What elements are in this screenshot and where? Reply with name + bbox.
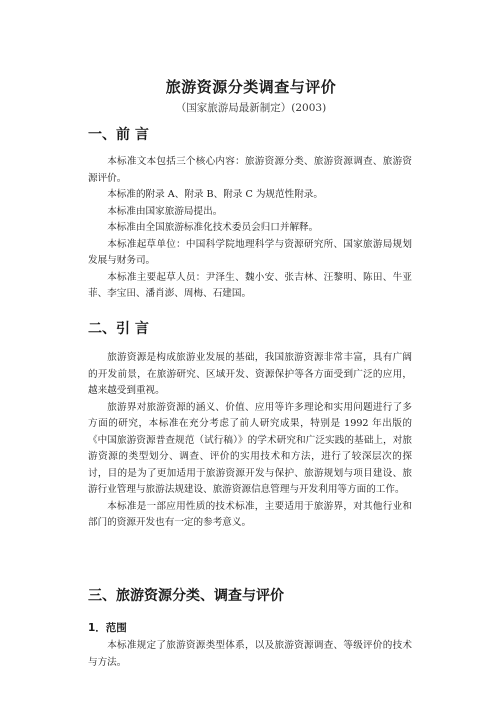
paragraph: 本标准的附录 A、附录 B、附录 C 为规范性附录。 [107,189,323,200]
section-body-scope [88,638,412,671]
document-title: 旅游资源分类调查与评价 [165,78,337,96]
paragraph: 本标准主要起草人员：尹泽生、魏小安、张吉林、汪黎明、陈田、牛亚菲、李宝田、潘肖澎、周梅、石建国。 [88,271,412,299]
paragraph: 本标准是一部应用性质的技术标准，主要适用于旅游界，对其他行业和部门的资源开发也有一定的参考意义。 [88,500,412,528]
subsection-heading-scope: 1．范围 [88,622,127,634]
paragraph: 本标准文本包括三个核心内容：旅游资源分类、旅游资源调查、旅游资源评价。 [88,156,412,184]
section-heading-introduction: 二、引 言 [88,321,149,337]
paragraph: 本标准规定了旅游资源类型体系，以及旅游资源调查、等级评价的技术与方法。 [88,640,412,668]
paragraph: 旅游资源是构成旅游业发展的基础，我国旅游资源非常丰富，具有广阔的开发前景，在旅游研究、区域开发、资源保护等各方面受到广泛的应用，越来越受到重视。 [88,352,412,396]
paragraph: 本标准起草单位：中国科学院地理科学与资源研究所、国家旅游局规划发展与财务司。 [88,238,412,266]
section-body-introduction [88,350,412,532]
section-body-preface [88,154,412,303]
paragraph: 本标准由全国旅游标准化技术委员会归口并解释。 [107,222,319,233]
section-heading-preface: 一、前 言 [88,127,149,143]
document-subtitle: （国家旅游局最新制定）(2003) [175,102,327,114]
section-heading-classification: 三、旅游资源分类、调查与评价 [88,588,284,604]
paragraph: 本标准由国家旅游局提出。 [107,205,223,217]
paragraph: 旅游界对旅游资源的涵义、价值、应用等许多理论和实用问题进行了多方面的研究，本标准在充分考虑了前人研究成果，特别是 1992 年出版的《中国旅游资源普查规范（试行稿）》的学术研究和广泛实践的基础上，对旅游资源的类型划分、调查、评价的实用技术和方法，进行了较深层次的探讨，目的是为了更加适用于旅游资源开发与保护、旅游规划与项目建设、旅游行业管理与旅游法规建设、旅游资源信息管理与开发利用等方面的工作。 [88,401,412,495]
